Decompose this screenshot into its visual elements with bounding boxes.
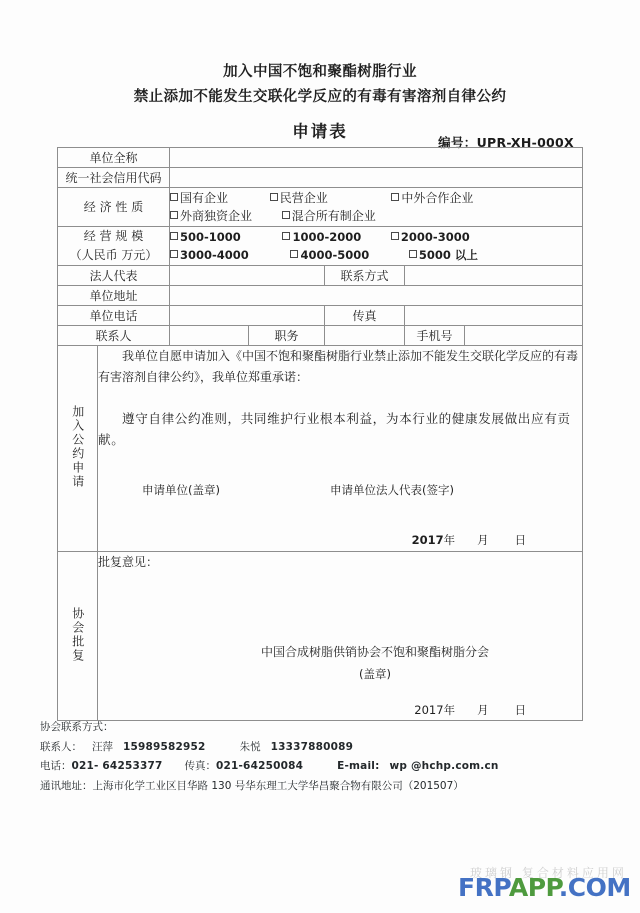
option-label: 国有企业 — [180, 191, 229, 205]
vertical-label-text: 加入公约申请 — [70, 405, 85, 489]
title-line-1: 加入中国不饱和聚酯树脂行业 — [223, 64, 417, 80]
declaration-paragraph-1: 我单位自愿申请加入《中国不饱和聚酯树脂行业禁止添加不能发生交联化学反应的有毒有害溶剂自律公约》，我单位郑重承诺： — [98, 349, 579, 384]
table-row — [58, 227, 583, 266]
row-value-legal-rep[interactable] — [170, 266, 325, 286]
footer-contact1-name: 汪萍 — [92, 740, 113, 753]
footer-fax-value: 021-64250084 — [215, 760, 304, 772]
option-label: 民营企业 — [279, 191, 328, 205]
economic-nature-options-line1 — [170, 189, 582, 207]
checkbox-icon[interactable] — [170, 211, 178, 219]
row-label-address: 单位地址 — [58, 286, 170, 306]
approval-body[interactable] — [98, 552, 583, 721]
option-label: 外商独资企业 — [180, 209, 253, 223]
checkbox-option-scale-500-1000[interactable] — [170, 228, 241, 246]
checkbox-icon[interactable] — [170, 232, 178, 240]
option-label: 5000 以上 — [418, 248, 478, 262]
checkbox-icon[interactable] — [391, 232, 399, 240]
checkbox-icon[interactable] — [391, 193, 399, 201]
row-value-contact-person[interactable] — [170, 326, 249, 346]
checkbox-icon[interactable] — [282, 211, 290, 219]
table-row-application — [58, 346, 583, 552]
table-row — [58, 148, 583, 168]
checkbox-icon[interactable] — [290, 250, 298, 258]
row-label-economic-nature: 经 济 性 质 — [58, 188, 170, 227]
table-row — [58, 326, 583, 346]
checkbox-option-scale-above-5000[interactable] — [409, 246, 478, 264]
approval-seal-label: (盖章) — [359, 667, 392, 681]
date-day-unit: 日 — [514, 703, 527, 717]
page-title: 申请表 — [292, 122, 348, 141]
signature-label-applicant: 申请单位(盖章) — [142, 483, 220, 497]
checkbox-option-state-owned[interactable] — [170, 189, 228, 207]
footer-tel-value: 021- 64253377 — [71, 760, 163, 772]
footer-mail-label: 通讯地址： — [40, 779, 93, 792]
checkbox-option-scale-1000-2000[interactable] — [282, 228, 361, 246]
option-label: 500-1000 — [180, 230, 241, 244]
business-scale-options — [170, 227, 583, 266]
date-month-unit: 月 — [477, 533, 489, 547]
checkbox-icon[interactable] — [170, 250, 178, 258]
application-form-table — [57, 147, 583, 721]
row-value-position[interactable] — [325, 326, 405, 346]
row-value-fax[interactable] — [405, 306, 583, 326]
watermark-frpapp — [458, 873, 631, 902]
option-label: 混合所有制企业 — [291, 209, 376, 223]
table-row-approval — [58, 552, 583, 721]
row-value-address[interactable] — [170, 286, 583, 306]
row-value-mobile[interactable] — [465, 326, 583, 346]
section-label-application — [58, 346, 98, 552]
approval-date-row — [98, 700, 582, 720]
checkbox-icon[interactable] — [170, 193, 178, 201]
option-label: 2000-3000 — [400, 230, 470, 244]
row-value-contact-method[interactable] — [405, 266, 583, 286]
declaration-paragraph-2: 遵守自律公约准则，共同维护行业根本利益，为本行业的健康发展做出应有贡献。 — [98, 411, 571, 447]
business-scale-options-line2 — [170, 246, 582, 264]
economic-nature-options-line2 — [170, 207, 582, 225]
option-label: 中外合作企业 — [401, 191, 474, 205]
date-year: 2017 — [411, 533, 444, 547]
footer-contact-line — [40, 738, 560, 758]
checkbox-option-private[interactable] — [270, 189, 328, 207]
watermark-part2: APP — [508, 873, 559, 902]
row-label-legal-rep: 法人代表 — [58, 266, 170, 286]
checkbox-option-foreign-owned[interactable] — [170, 207, 252, 225]
business-scale-label-line1: 经 营 规 模 — [83, 229, 144, 243]
watermark-part1: FRP — [458, 873, 509, 902]
signature-label-legal-rep: 申请单位法人代表(签字) — [330, 483, 454, 497]
checkbox-option-scale-3000-4000[interactable] — [170, 246, 249, 264]
date-year-unit: 年 — [443, 533, 456, 547]
table-row — [58, 286, 583, 306]
date-month-unit: 月 — [477, 703, 489, 717]
row-label-contact-method: 联系方式 — [325, 266, 405, 286]
business-scale-options-line1 — [170, 228, 582, 246]
footer-contact2-name: 朱悦 — [239, 740, 261, 753]
watermark-ghost-text: 玻璃钢 复合材料应用网 — [470, 866, 627, 880]
section-label-approval — [58, 552, 98, 721]
row-label-phone: 单位电话 — [58, 306, 170, 326]
checkbox-icon[interactable] — [270, 193, 278, 201]
footer-mail-value: 上海市化学工业区目华路 130 号华东理工大学华昌聚合物有限公司（201507） — [92, 779, 464, 792]
footer-contact-block — [40, 718, 560, 796]
footer-contact1-phone: 15989582952 — [123, 740, 206, 753]
row-label-position: 职务 — [249, 326, 325, 346]
date-year-unit: 年 — [443, 703, 456, 717]
document-title-block — [0, 60, 640, 142]
footer-email-value[interactable]: wp @hchp.com.cn — [389, 760, 499, 772]
footer-tel-line — [40, 757, 560, 777]
footer-contact-label: 联系人： — [40, 740, 82, 753]
row-label-contact-person: 联系人 — [58, 326, 170, 346]
table-row — [58, 168, 583, 188]
row-value-credit-code[interactable] — [170, 168, 583, 188]
checkbox-option-mixed-ownership[interactable] — [282, 207, 376, 225]
checkbox-icon[interactable] — [282, 232, 290, 240]
title-line-2: 禁止添加不能发生交联化学反应的有毒有害溶剂自律公约 — [133, 89, 507, 105]
vertical-label-text: 协会批复 — [70, 606, 85, 663]
row-label-company-name: 单位全称 — [58, 148, 170, 168]
watermark-part3: .COM — [558, 873, 631, 902]
footer-email-label: E-mail: — [337, 760, 380, 772]
application-date-row — [98, 530, 582, 551]
footer-tel-label: 电话： — [40, 760, 72, 772]
checkbox-icon[interactable] — [409, 250, 417, 258]
checkbox-option-scale-2000-3000[interactable] — [391, 228, 470, 246]
date-year: 2017 — [414, 703, 444, 717]
option-label: 4000-5000 — [300, 248, 370, 262]
row-label-mobile: 手机号 — [405, 326, 465, 346]
table-row — [58, 266, 583, 286]
row-value-company-name[interactable] — [170, 148, 583, 168]
signature-row — [98, 480, 582, 498]
row-label-credit-code: 统一社会信用代码 — [58, 168, 170, 188]
date-day-unit: 日 — [514, 533, 527, 547]
table-row — [58, 306, 583, 326]
checkbox-option-scale-4000-5000[interactable] — [290, 246, 369, 264]
serial-number: 编号：UPR-XH-000X — [438, 135, 574, 150]
footer-fax-label: 传真： — [184, 760, 216, 772]
footer-mail-line — [40, 777, 560, 797]
footer-contact2-phone: 13337880089 — [270, 740, 354, 753]
row-label-fax: 传真 — [325, 306, 405, 326]
approval-organization: 中国合成树脂供销协会不饱和聚酯树脂分会 — [261, 645, 490, 659]
row-label-business-scale — [58, 227, 170, 266]
checkbox-option-sino-foreign[interactable] — [391, 189, 473, 207]
table-row — [58, 188, 583, 227]
footer-heading: 协会联系方式： — [40, 721, 114, 733]
application-declaration-body[interactable] — [98, 346, 583, 552]
row-value-phone[interactable] — [170, 306, 325, 326]
approval-heading: 批复意见： — [98, 555, 159, 569]
business-scale-label-line2: （人民币 万元） — [69, 248, 158, 262]
economic-nature-options — [170, 188, 583, 227]
option-label: 1000-2000 — [292, 230, 362, 244]
option-label: 3000-4000 — [180, 248, 249, 262]
